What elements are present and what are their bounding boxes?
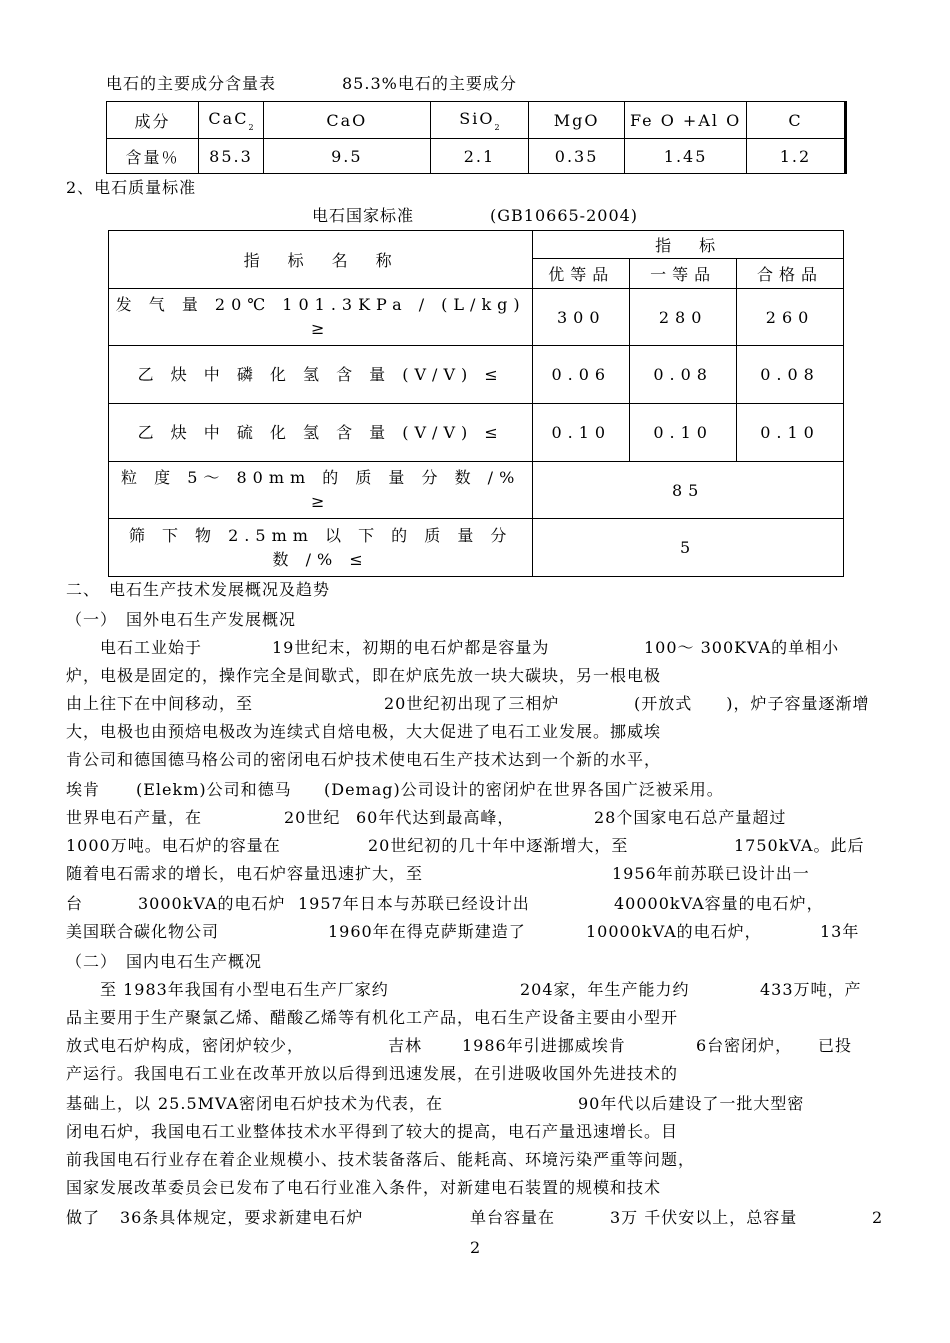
- table-cell: 0.10: [630, 404, 737, 462]
- text-line: 至 1983年我国有小型电石生产厂家约 204家，年生产能力约 433万吨，产: [66, 980, 862, 999]
- table-cell: 粒 度 5～ 80mm 的 质 量 分 数 /% ≥: [109, 462, 533, 519]
- text-line: 基础上，以 25.5MVA密闭电石炉技术为代表，在 90年代以后建设了一批大型密: [66, 1094, 805, 1113]
- table-row: [107, 102, 846, 139]
- table-cell: 2.1: [430, 139, 528, 174]
- table-cell: 指 标 名 称: [109, 231, 533, 289]
- table-cell: CaO: [263, 102, 430, 139]
- text-line: 电石工业始于 19世纪末，初期的电石炉都是容量为 100～ 300KVA的单相小: [66, 638, 840, 657]
- text-line: 埃肯 (Elekm)公司和德马 (Demag)公司设计的密闭炉在世界各国广泛被采用。: [66, 780, 724, 799]
- table-cell: 筛 下 物 2.5mm 以 下 的 质 量 分 数 /% ≤: [109, 519, 533, 577]
- page-number: 2: [470, 1238, 481, 1257]
- text-line: 品主要用于生产聚氯乙烯、醋酸乙烯等有机化工产品，电石生产设备主要由小型开: [66, 1008, 679, 1027]
- heading-foreign: （一） 国外电石生产发展概况: [66, 610, 297, 629]
- standard-table: [108, 230, 844, 577]
- text-line: 做了 36条具体规定，要求新建电石炉 单台容量在 3万 千伏安以上，总容量 2: [66, 1208, 884, 1227]
- text-line: 随着电石需求的增长，电石炉容量迅速扩大，至 1956年前苏联已设计出一: [66, 864, 810, 883]
- table-cell: C: [746, 102, 845, 139]
- text-line: 放式电石炉构成，密闭炉较少， 吉林 1986年引进挪威埃肯 6台密闭炉， 已投: [66, 1036, 853, 1055]
- text-line: 1000万吨。电石炉的容量在 20世纪初的几十年中逐渐增大，至 1750kVA。此后: [66, 836, 865, 855]
- table-cell: 280: [630, 289, 737, 346]
- table-cell: 5: [533, 519, 844, 577]
- composition-table: [106, 101, 847, 174]
- table-row: [109, 462, 844, 519]
- table-cell: 0.08: [630, 346, 737, 404]
- text-line: 炉，电极是固定的，操作完全是间歇式，即在炉底先放一块大碳块，另一根电极: [66, 666, 662, 685]
- table-caption: 电石国家标准: [312, 206, 415, 225]
- table-cell: MgO: [528, 102, 624, 139]
- heading-development: 二、 电石生产技术发展概况及趋势: [66, 580, 331, 599]
- intro-text-right: 85.3%电石的主要成分: [342, 74, 517, 93]
- heading-domestic: （二） 国内电石生产概况: [66, 952, 263, 971]
- table-cell: 1.2: [746, 139, 845, 174]
- text-line: 前我国电石行业存在着企业规模小、技术装备落后、能耗高、环境污染严重等问题，: [66, 1150, 696, 1169]
- table-cell: 乙 炔 中 硫 化 氢 含 量 (V/V) ≤: [109, 404, 533, 462]
- text-line: 产运行。我国电石工业在改革开放以后得到迅速发展，在引进吸收国外先进技术的: [66, 1064, 679, 1083]
- table-row: [109, 231, 844, 259]
- table-cell: 9.5: [263, 139, 430, 174]
- table-cell: 0.35: [528, 139, 624, 174]
- table-cell: 85: [533, 462, 844, 519]
- text-line: 国家发展改革委员会已发布了电石行业准入条件，对新建电石装置的规模和技术: [66, 1178, 662, 1197]
- text-line: 由上往下在中间移动，至 20世纪初出现了三相炉 (开放式 )，炉子容量逐渐增: [66, 694, 870, 713]
- text-line: 大，电极也由预焙电极改为连续式自焙电极，大大促进了电石工业发展。挪威埃: [66, 722, 662, 741]
- table-cell: 0.10: [533, 404, 630, 462]
- section-title: 2、电石质量标准: [66, 178, 197, 197]
- table-cell: 0.08: [737, 346, 844, 404]
- table-row: [109, 346, 844, 404]
- text-line: 美国联合碳化物公司 1960年在得克萨斯建造了 10000kVA的电石炉， 13年: [66, 922, 860, 941]
- table-cell: 含量％: [107, 139, 199, 174]
- table-cell: 指 标: [533, 231, 844, 259]
- table-cell: 发 气 量 20℃ 101.3KPa / (L/kg) ≥: [109, 289, 533, 346]
- text-line: 世界电石产量，在 20世纪 60年代达到最高峰， 28个国家电石总产量超过: [66, 808, 787, 827]
- text-line: 闭电石炉，我国电石工业整体技术水平得到了较大的提高，电石产量迅速增长。目: [66, 1122, 679, 1141]
- table-cell: 300: [533, 289, 630, 346]
- table-cell: 成分: [107, 102, 199, 139]
- table-row: [109, 289, 844, 346]
- table-caption-standard: (GB10665-2004): [490, 206, 639, 225]
- table-cell: 260: [737, 289, 844, 346]
- table-cell: Fe O +Al O: [625, 102, 747, 139]
- table-cell: 0.06: [533, 346, 630, 404]
- table-row: [109, 404, 844, 462]
- intro-text-left: 电石的主要成分含量表: [106, 74, 277, 93]
- table-row: [109, 519, 844, 577]
- table-cell: 一等品: [630, 259, 737, 289]
- table-cell: 1.45: [625, 139, 747, 174]
- table-cell: CaC$_2$: [199, 102, 264, 139]
- text-line: 台 3000kVA的电石炉 1957年日本与苏联已经设计出 40000kVA容量的电石炉，: [66, 894, 824, 913]
- table-cell: 85.3: [199, 139, 264, 174]
- text-line: 肯公司和德国德马格公司的密闭电石炉技术使电石生产技术达到一个新的水平，: [66, 750, 662, 769]
- table-cell: 乙 炔 中 磷 化 氢 含 量 (V/V) ≤: [109, 346, 533, 404]
- table-row: [107, 139, 846, 174]
- table-cell: SiO$_2$: [430, 102, 528, 139]
- table-cell: 0.10: [737, 404, 844, 462]
- table-cell: 合格品: [737, 259, 844, 289]
- table-cell: 优等品: [533, 259, 630, 289]
